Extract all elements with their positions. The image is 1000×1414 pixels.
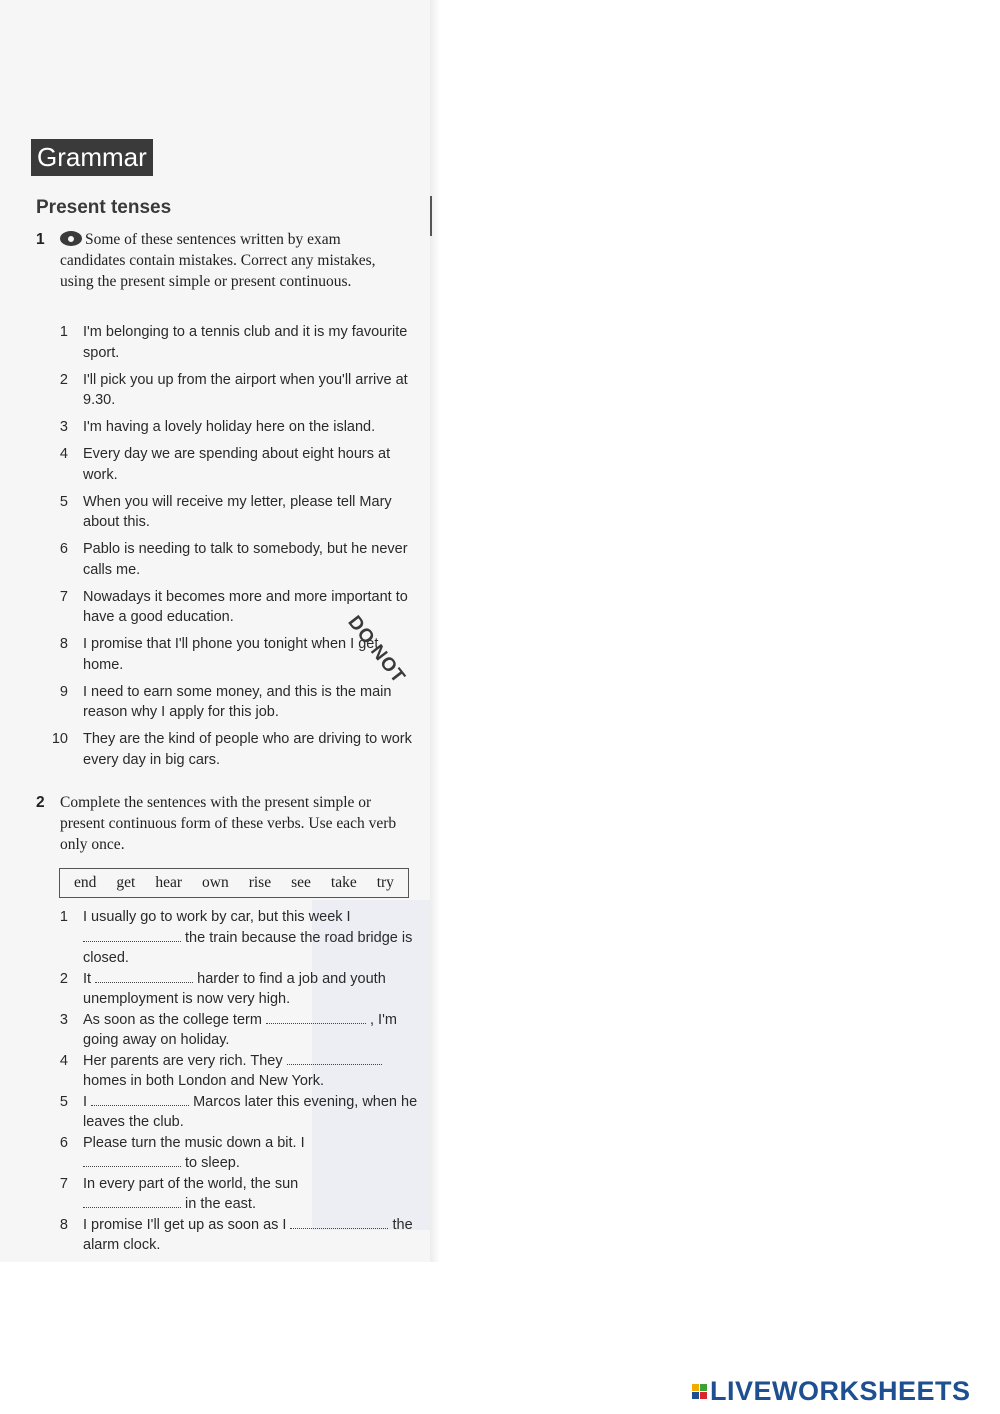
verb-word: rise bbox=[248, 874, 272, 891]
logo-text: LIVEWORKSHEETS bbox=[710, 1375, 971, 1406]
item-text: I need to earn some money, and this is the main reason why I apply for this job. bbox=[83, 683, 392, 720]
list-item bbox=[48, 1215, 418, 1256]
item-text: Every day we are spending about eight hours at work. bbox=[83, 446, 391, 483]
list-item bbox=[48, 969, 418, 1010]
verb-word: get bbox=[116, 874, 136, 891]
item-text: the train because the road bridge is closed. bbox=[83, 929, 413, 966]
item-number: 6 bbox=[59, 1134, 68, 1151]
answer-blank[interactable] bbox=[266, 1010, 366, 1024]
item-number: 3 bbox=[59, 419, 68, 435]
item-text: I promise I'll get up as soon as I bbox=[83, 1216, 287, 1233]
item-text: , I'm going away on holiday. bbox=[83, 1011, 397, 1048]
item-number: 4 bbox=[59, 446, 68, 462]
answer-blank[interactable] bbox=[83, 1153, 181, 1167]
item-text: Please turn the music down a bit. I bbox=[83, 1134, 305, 1151]
item-text: When you will receive my letter, please tell Mary about this. bbox=[83, 493, 392, 530]
exercise-1-instruction bbox=[36, 229, 406, 292]
item-text: Nowadays it becomes more and more important to have a good education. bbox=[83, 588, 408, 625]
item-number: 10 bbox=[51, 731, 68, 747]
list-item bbox=[48, 1174, 418, 1215]
item-number: 1 bbox=[59, 909, 68, 925]
item-text: I usually go to work by car, but this week I bbox=[83, 909, 351, 925]
item-text: I'll pick you up from the airport when you'll arrive at 9.30. bbox=[83, 371, 408, 408]
item-number: 9 bbox=[59, 683, 68, 700]
item-number: 4 bbox=[59, 1052, 68, 1069]
answer-blank[interactable] bbox=[83, 1194, 181, 1208]
list-item bbox=[48, 907, 418, 969]
item-number: 6 bbox=[59, 541, 68, 557]
logo-mark-icon bbox=[692, 1384, 707, 1399]
verb-word: take bbox=[330, 874, 357, 891]
item-text: They are the kind of people who are driving to work every day in big cars. bbox=[83, 731, 412, 768]
item-text: to sleep. bbox=[185, 1155, 240, 1171]
list-item bbox=[48, 729, 418, 770]
logo-square bbox=[692, 1384, 699, 1391]
item-text: Pablo is needing to talk to somebody, but he never calls me. bbox=[83, 541, 408, 578]
item-text: In every part of the world, the sun bbox=[83, 1175, 299, 1192]
answer-blank[interactable] bbox=[287, 1051, 382, 1065]
exercise-1-number: 1 bbox=[36, 231, 45, 248]
list-item bbox=[48, 417, 418, 438]
exercise-1-text: Some of these sentences written by exam candidates contain mistakes. Correct any mistakes, using the present simple or present continuous. bbox=[60, 231, 376, 290]
list-item bbox=[48, 682, 418, 723]
section-title: Present tenses bbox=[36, 197, 172, 218]
item-number: 8 bbox=[59, 636, 68, 652]
list-item bbox=[48, 492, 418, 533]
item-number: 2 bbox=[59, 371, 68, 388]
item-text: harder to find a job and youth unemployment is now very high. bbox=[83, 970, 386, 1007]
verb-word: hear bbox=[155, 874, 182, 891]
list-item bbox=[48, 370, 418, 411]
exercise-2-list bbox=[48, 907, 418, 1256]
page-edge bbox=[430, 0, 440, 1262]
exercise-1-list bbox=[48, 322, 418, 777]
list-item bbox=[48, 444, 418, 485]
exercise-2-instruction bbox=[36, 792, 406, 855]
verb-word: end bbox=[74, 874, 97, 891]
item-number: 7 bbox=[59, 1175, 68, 1192]
item-number: 2 bbox=[59, 970, 68, 987]
verb-word: try bbox=[376, 874, 394, 891]
exercise-2-text: Complete the sentences with the present simple or present continuous form of these verbs. Use each verb only once. bbox=[60, 794, 397, 853]
item-text: Marcos later this evening, when he leaves the club. bbox=[83, 1093, 418, 1130]
list-item bbox=[48, 1010, 418, 1051]
list-item bbox=[48, 539, 418, 580]
column-divider bbox=[430, 196, 432, 236]
item-number: 7 bbox=[59, 588, 68, 605]
answer-blank[interactable] bbox=[83, 928, 181, 942]
list-item bbox=[48, 322, 418, 363]
verb-word: own bbox=[202, 874, 229, 891]
list-item bbox=[48, 1051, 418, 1092]
list-item bbox=[48, 1133, 418, 1174]
list-item bbox=[48, 1092, 418, 1133]
item-text: I'm belonging to a tennis club and it is my favourite sport. bbox=[83, 324, 408, 361]
item-number: 1 bbox=[59, 324, 68, 340]
item-text: homes in both London and New York. bbox=[83, 1073, 325, 1089]
answer-blank[interactable] bbox=[290, 1215, 388, 1229]
eye-icon bbox=[60, 231, 82, 246]
item-text: It bbox=[83, 970, 92, 987]
item-number: 5 bbox=[59, 493, 68, 510]
item-text: I'm having a lovely holiday here on the island. bbox=[83, 419, 376, 435]
liveworksheets-logo bbox=[692, 1375, 971, 1407]
answer-blank[interactable] bbox=[91, 1092, 189, 1106]
item-text: the alarm clock. bbox=[83, 1216, 413, 1253]
item-text: I bbox=[83, 1093, 88, 1110]
item-number: 8 bbox=[59, 1216, 68, 1233]
logo-square bbox=[692, 1392, 699, 1399]
verb-word: see bbox=[291, 874, 311, 891]
item-text: As soon as the college term bbox=[83, 1011, 262, 1028]
item-text: in the east. bbox=[185, 1196, 256, 1212]
item-number: 5 bbox=[59, 1093, 68, 1110]
do-not-stamp: DO NOT bbox=[343, 612, 410, 688]
verb-box bbox=[59, 868, 409, 898]
item-number: 3 bbox=[59, 1011, 68, 1028]
answer-blank[interactable] bbox=[95, 969, 193, 983]
logo-square bbox=[700, 1384, 707, 1391]
item-text: Her parents are very rich. They bbox=[83, 1052, 283, 1069]
grammar-heading: Grammar bbox=[31, 139, 153, 176]
exercise-2-number: 2 bbox=[36, 794, 45, 811]
item-text: I promise that I'll phone you tonight when I get home. bbox=[83, 636, 379, 673]
logo-square bbox=[700, 1392, 707, 1399]
